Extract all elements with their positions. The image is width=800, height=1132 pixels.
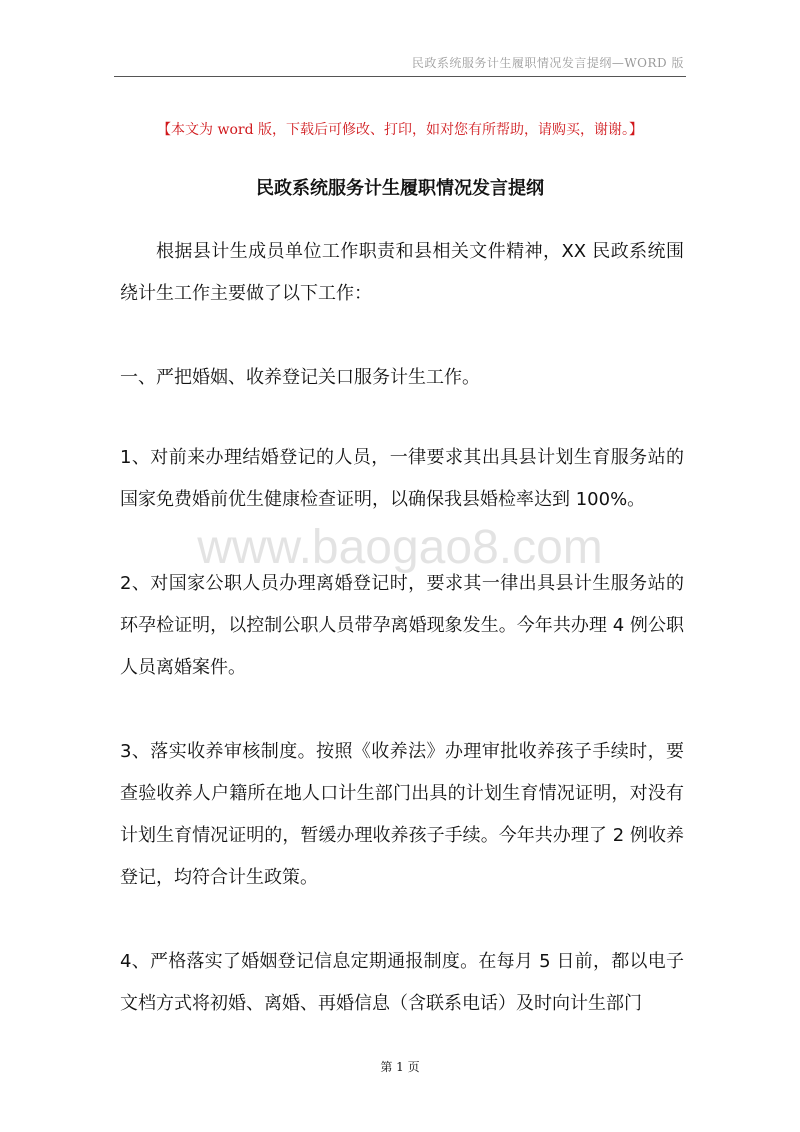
page-number: 第 1 页: [380, 1060, 420, 1074]
document-title: 民政系统服务计生履职情况发言提纲: [256, 178, 544, 199]
list-item-3: 3、落实收养审核制度。按照《收养法》办理审批收养孩子手续时，要查验收养人户籍所在地人口计生部门出具的计划生育情况证明，对没有计划生育情况证明的，暂缓办理收养孩子手续。今年共办理了 2 例收养登记，均符合计生政策。: [120, 741, 684, 888]
list-item-4: 4、严格落实了婚姻登记信息定期通报制度。在每月 5 日前，都以电子文档方式将初婚、离婚、再婚信息（含联系电话）及时向计生部门: [120, 951, 684, 1014]
watermark: www.baogao8.com: [197, 521, 603, 574]
list-item-1: 1、对前来办理结婚登记的人员，一律要求其出具县计划生育服务站的国家免费婚前优生健康检查证明，以确保我县婚检率达到 100%。: [120, 447, 684, 510]
list-item-2: 2、对国家公职人员办理离婚登记时，要求其一律出具县计生服务站的环孕检证明，以控制公职人员带孕离婚现象发生。今年共办理 4 例公职人员离婚案件。: [120, 573, 684, 678]
running-header: 民政系统服务计生履职情况发言提纲—WORD 版: [411, 56, 684, 70]
section-heading: 一、严把婚姻、收养登记关口服务计生工作。: [120, 367, 480, 388]
intro-paragraph: 根据县计生成员单位工作职责和县相关文件精神，XX 民政系统围绕计生工作主要做了以下工作：: [120, 241, 684, 304]
header-divider: [114, 76, 686, 77]
purchase-notice: 【本文为 word 版，下载后可修改、打印，如对您有所帮助，请购买，谢谢。】: [157, 122, 643, 138]
